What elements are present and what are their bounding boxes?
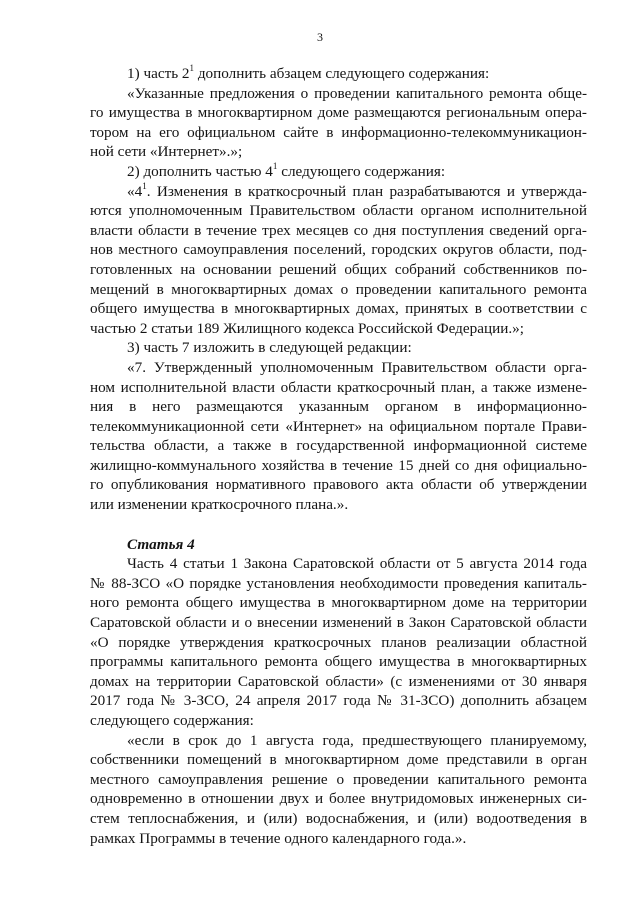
paragraph-line: мещений в многоквартирных домах о проведении капитального ремонта	[90, 280, 587, 298]
article-paragraph-line: «О порядке утверждения краткосрочных планов реализации областной	[90, 633, 587, 651]
article-paragraph-line: собственники помещений в многоквартирном доме представили в орган	[90, 751, 587, 769]
paragraph-line: «7. Утвержденный уполномоченным Правительством области орга-	[127, 358, 587, 376]
paragraph-line: тором на его официальном сайте в информационно-телекоммуникацион-	[90, 123, 587, 141]
paragraph-line: или изменении краткосрочного плана.».	[90, 496, 349, 514]
article-paragraph-line: рамках Программы в течение одного календарного года.».	[90, 829, 467, 847]
article-paragraph-line: домах на территории Саратовской области» (с изменениями от 30 января	[90, 672, 587, 690]
article-paragraph-line: № 88-ЗСО «О порядке установления необходимости проведения капиталь-	[90, 574, 587, 592]
article-paragraph-line: стем теплоснабжения, и (или) водоснабжения, и (или) водоотведения в	[90, 809, 587, 827]
paragraph-line: 2) дополнить частью $4^1$ следующего содержания:	[127, 160, 446, 180]
article-paragraph-line: Часть 4 статьи 1 Закона Саратовской области от 5 августа 2014 года	[127, 555, 587, 573]
article-heading: Статья 4	[127, 535, 195, 553]
paragraph-line: ются уполномоченным Правительством области органом исполнительной	[90, 202, 587, 220]
article-paragraph-line: следующего содержания:	[90, 712, 254, 729]
paragraph-line: ния в него размещаются указанным органом в информационно-	[90, 398, 587, 416]
paragraph-line: власти области в течение трех месяцев со дня поступления сведений орга-	[90, 221, 587, 239]
document-body	[90, 64, 587, 848]
paragraph-line: жилищно-коммунального хозяйства в течение 15 дней со дня официально-	[90, 456, 587, 474]
paragraph-line: ной сети «Интернет».»;	[90, 143, 243, 161]
page-number: 3	[317, 30, 323, 44]
article-paragraph-line: программы капитального ремонта общего имущества в многоквартирных	[90, 653, 587, 671]
paragraph-line: готовленных на основании решений общих собраний собственников по-	[90, 260, 587, 278]
article-paragraph-line: 2017 года № 3-ЗСО, 24 апреля 2017 года № 31-ЗСО) дополнить абзацем	[90, 692, 587, 710]
paragraph-line: нов местного самоуправления поселений, городских округов области, под-	[90, 241, 587, 259]
paragraph-line: 1) часть $2^1$ дополнить абзацем следующего содержания:	[127, 62, 490, 82]
paragraph-line: частью 2 статьи 189 Жилищного кодекса Российской Федерации.»;	[90, 319, 524, 337]
paragraph-line: «Указанные предложения о проведении капитального ремонта обще-	[127, 84, 587, 102]
paragraph-line: «$4^1$. Изменения в краткосрочный план разрабатываются и утвержда-	[127, 180, 587, 200]
paragraph-line: общего имущества в многоквартирных домах, принятых в соответствии с	[90, 300, 587, 318]
article-paragraph-line: местного самоуправления решение о проведении капитального ремонта	[90, 770, 587, 788]
paragraph-line: ном исполнительной власти области краткосрочный план, а также измене-	[90, 378, 587, 396]
article-paragraph-line: Саратовской области и о внесении изменений в Закон Саратовской области	[90, 614, 587, 632]
article-paragraph-line: ного ремонта общего имущества в многоквартирном доме на территории	[90, 594, 587, 612]
section-spacer	[90, 515, 587, 535]
article-paragraph-line: «если в срок до 1 августа года, предшествующего планируемому,	[127, 731, 587, 749]
article-paragraph-line: одновременно в отношении двух и более внутридомовых инженерных си-	[90, 790, 587, 808]
paragraph-line: тельства области, а также в государственной информационной системе	[90, 437, 587, 455]
paragraph-line: телекоммуникационной сети «Интернет» на официальном портале Прави-	[90, 417, 587, 435]
paragraph-line: го опубликования нормативного правового акта области об утверждении	[90, 476, 587, 494]
paragraph-line: 3) часть 7 изложить в следующей редакции:	[127, 339, 412, 357]
paragraph-line: го имущества в многоквартирном доме размещаются региональным опера-	[90, 104, 587, 122]
